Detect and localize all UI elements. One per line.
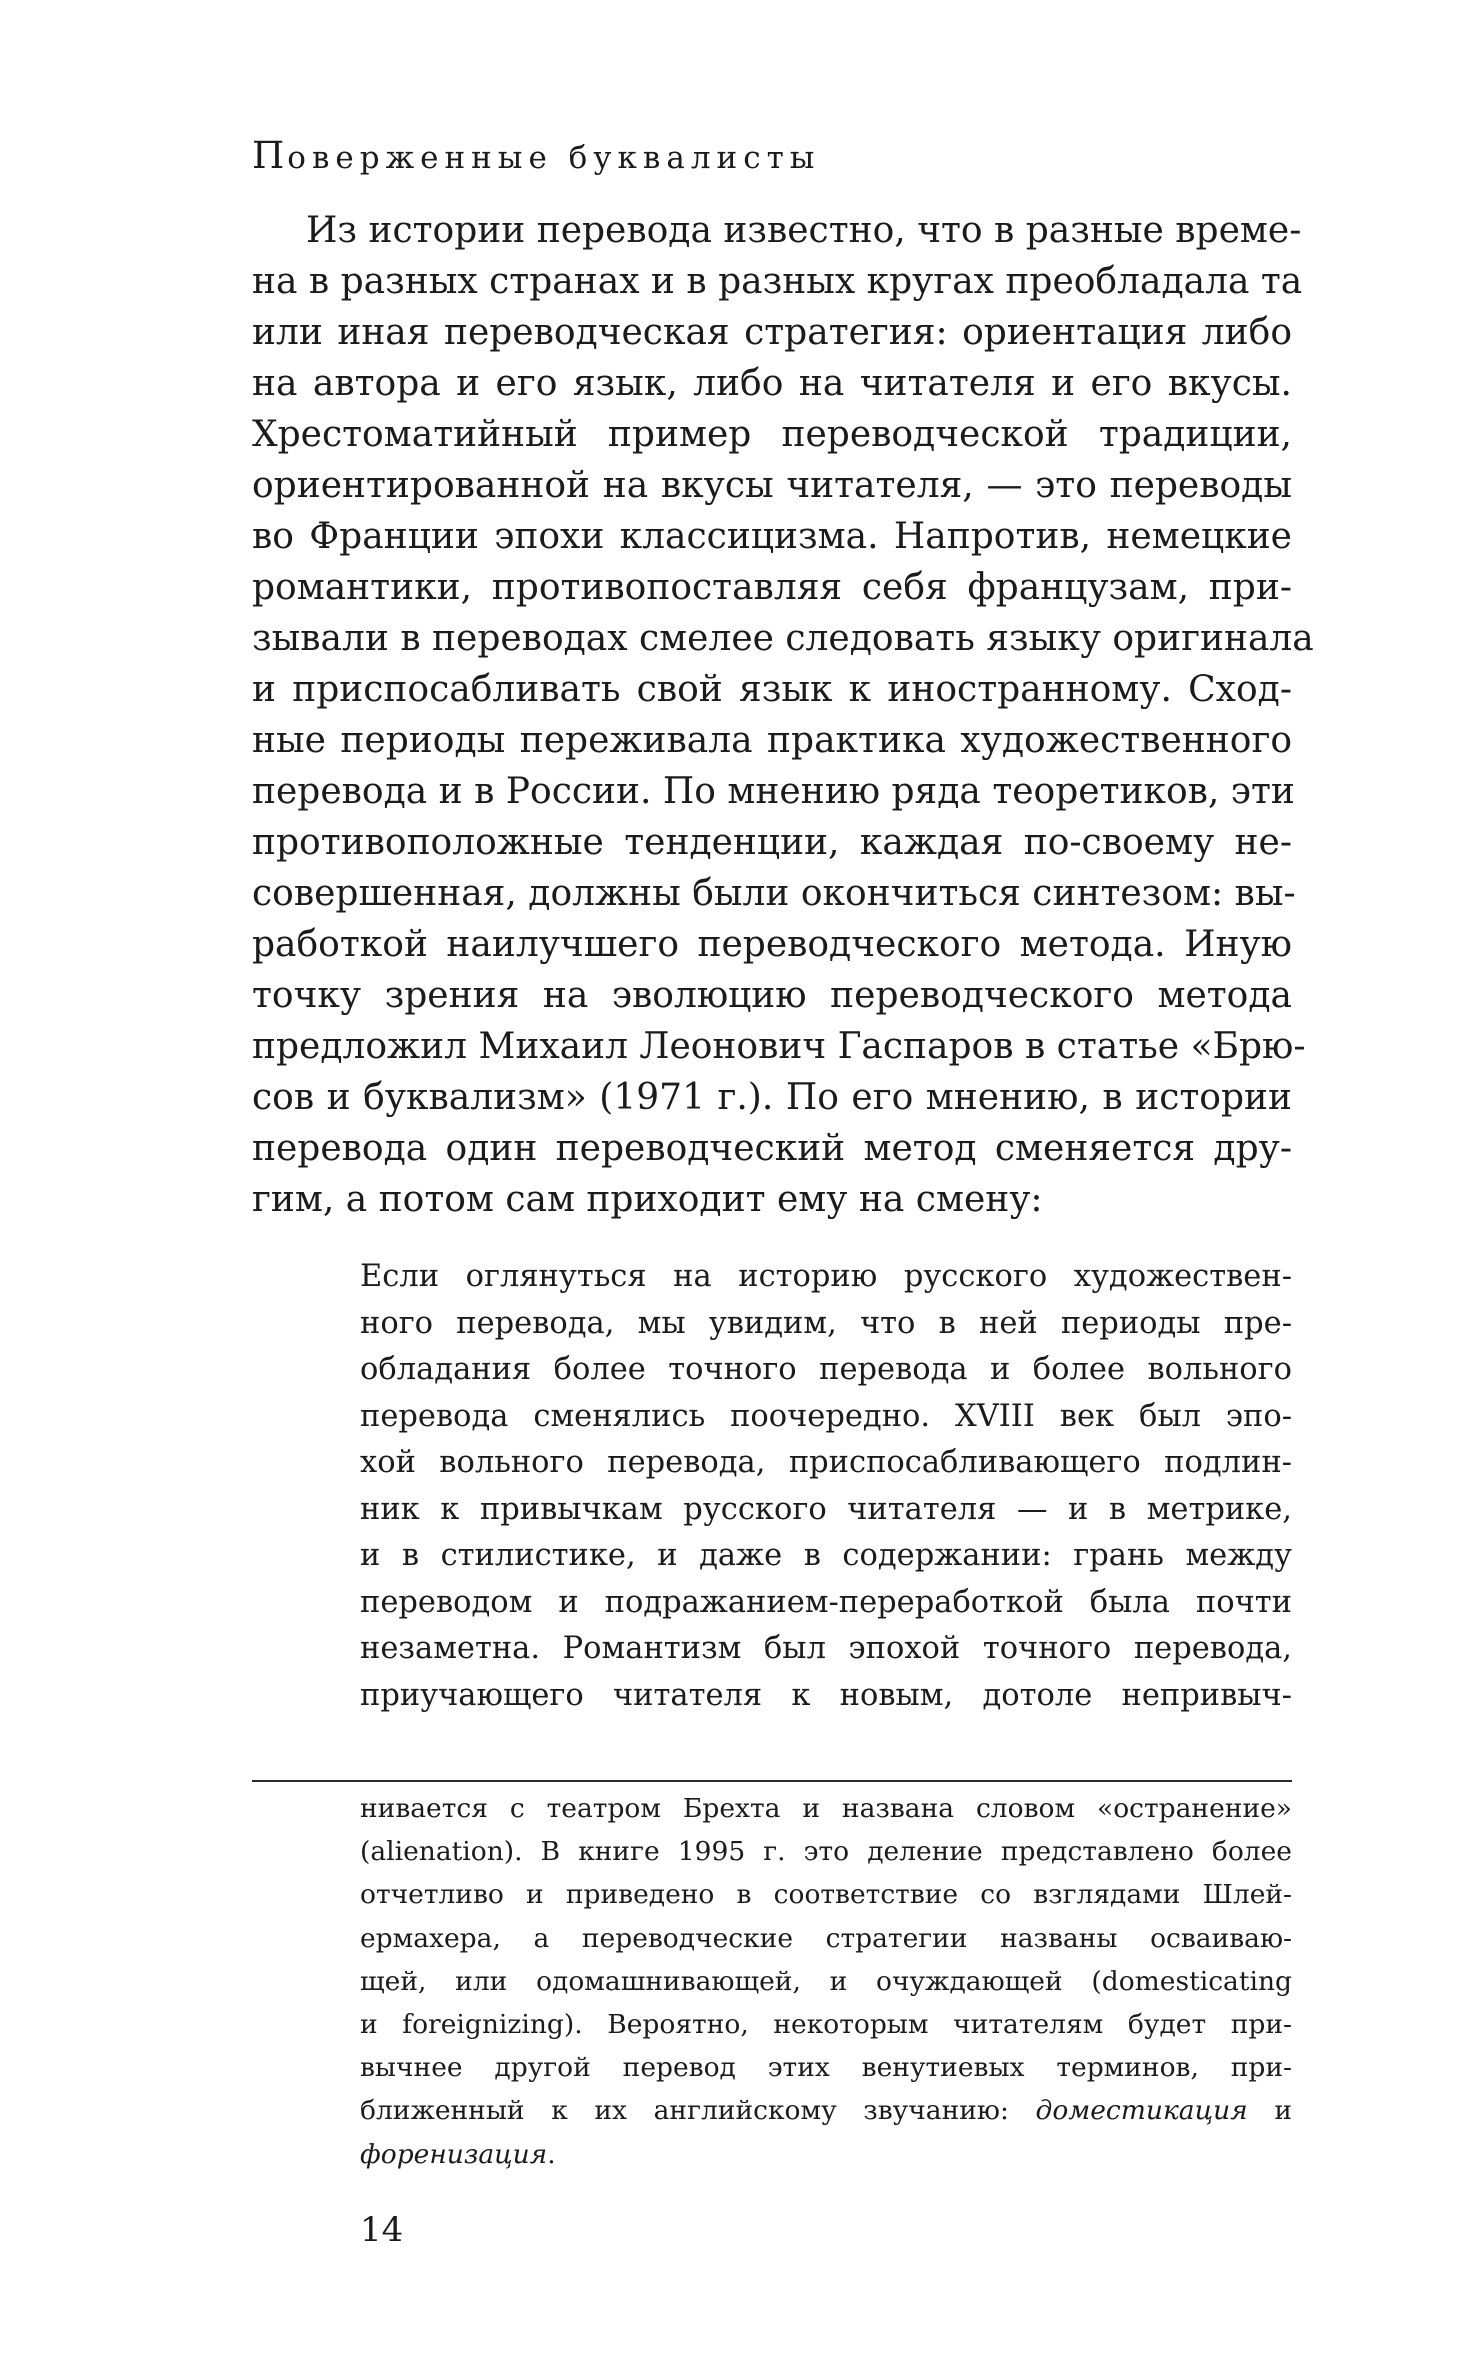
running-head-initial: П (252, 134, 288, 177)
quote-line: хой вольного перевода, приспосабливающего подлин- (360, 1445, 1292, 1480)
footnote-line-text: ближенный к их английскому звучанию: (360, 2095, 1009, 2127)
main-text-line: на автора и его язык, либо на читателя и его вкусы. (252, 363, 1292, 404)
footnote-line (360, 2133, 1292, 2176)
main-text-line: работкой наилучшего переводческого метода. Иную (252, 924, 1292, 965)
main-text-line: точку зрения на эволюцию переводческого метода (252, 975, 1292, 1016)
quote-line: незаметна. Романтизм был эпохой точного перевода, (360, 1631, 1292, 1666)
quote-line: ного перевода, мы увидим, что в ней периоды пре- (360, 1305, 1292, 1341)
quote-line: ник к привычкам русского читателя — и в метрике, (360, 1491, 1292, 1527)
footnote-period: . (547, 2138, 556, 2170)
footnote-line: щей, или одомашнивающей, и очуждающей (domesticating (360, 1965, 1292, 1997)
main-text-line: ные периоды переживала практика художественного (252, 720, 1292, 761)
main-text-line: на в разных странах и в разных кругах преобладала та (252, 261, 1303, 302)
main-text-line: и приспосабливать свой язык к иностранному. Сход- (252, 669, 1292, 710)
footnote-term-domestication: доместикация (1035, 2095, 1248, 2127)
running-head-rest: оверженные буквалисты (287, 140, 821, 176)
main-text-line: совершенная, должны были окончиться синтезом: вы- (252, 873, 1296, 914)
main-text-line: гим, а потом сам приходит ему на смену: (252, 1179, 1043, 1220)
page-number: 14 (360, 2210, 404, 2250)
footnote-term-foreignization: форенизация (360, 2138, 548, 2170)
footnote-line-with-terms (360, 2089, 1292, 2132)
quote-line: обладания более точного перевода и более вольного (360, 1352, 1292, 1387)
footnote-separator (252, 1780, 1292, 1782)
main-text-line: предложил Михаил Леонович Гаспаров в статье «Брю- (252, 1026, 1306, 1067)
main-text-line: или иная переводческая стратегия: ориентация либо (252, 312, 1292, 353)
footnote-line: отчетливо и приведено в соответствие со взглядами Шлей- (360, 1879, 1292, 1911)
main-text-line: зывали в переводах смелее следовать языку оригинала (252, 618, 1314, 659)
quote-line: переводом и подражанием-переработкой была почти (360, 1584, 1292, 1620)
footnote (360, 1787, 1292, 2176)
main-text-line: Хрестоматийный пример переводческой традиции, (252, 414, 1292, 455)
main-text-line: во Франции эпохи классицизма. Напротив, немецкие (252, 516, 1292, 557)
footnote-conjunction: и (1247, 2095, 1292, 2127)
main-text-line: ориентированной на вкусы читателя, — это переводы (252, 465, 1292, 506)
main-text-line: сов и буквализм» (1971 г.). По его мнению, в истории (252, 1077, 1292, 1118)
quote-line: и в стилистике, и даже в содержании: грань между (360, 1538, 1292, 1573)
main-text-line: перевода один переводческий метод сменяется дру- (252, 1128, 1292, 1169)
main-paragraph (252, 205, 1314, 1225)
footnote-line: (alienation). В книге 1995 г. это деление представлено более (360, 1836, 1292, 1868)
main-text-line: романтики, противопоставляя себя французам, при- (252, 567, 1292, 608)
running-head (252, 136, 1292, 178)
footnote-line: и foreignizing). Вероятно, некоторым читателям будет при- (360, 2008, 1292, 2040)
quote-line: приучающего читателя к новым, дотоле непривыч- (360, 1677, 1292, 1713)
footnote-line: вычнее другой перевод этих венутиевых терминов, при- (360, 2052, 1292, 2084)
footnote-line: нивается с театром Брехта и названа словом «остранение» (360, 1793, 1292, 1824)
block-quote (360, 1254, 1292, 1719)
footnote-line: ермахера, а переводческие стратегии названы осваиваю- (360, 1922, 1292, 1954)
main-text-line: перевода и в России. По мнению ряда теоретиков, эти (252, 771, 1295, 812)
quote-line: перевода сменялись поочередно. XVIII век был эпо- (360, 1398, 1292, 1434)
main-text-line: противоположные тенденции, каждая по-своему не- (252, 822, 1292, 863)
main-text-line: Из истории перевода известно, что в разные време- (306, 210, 1302, 251)
quote-line: Если оглянуться на историю русского художествен- (360, 1259, 1292, 1294)
